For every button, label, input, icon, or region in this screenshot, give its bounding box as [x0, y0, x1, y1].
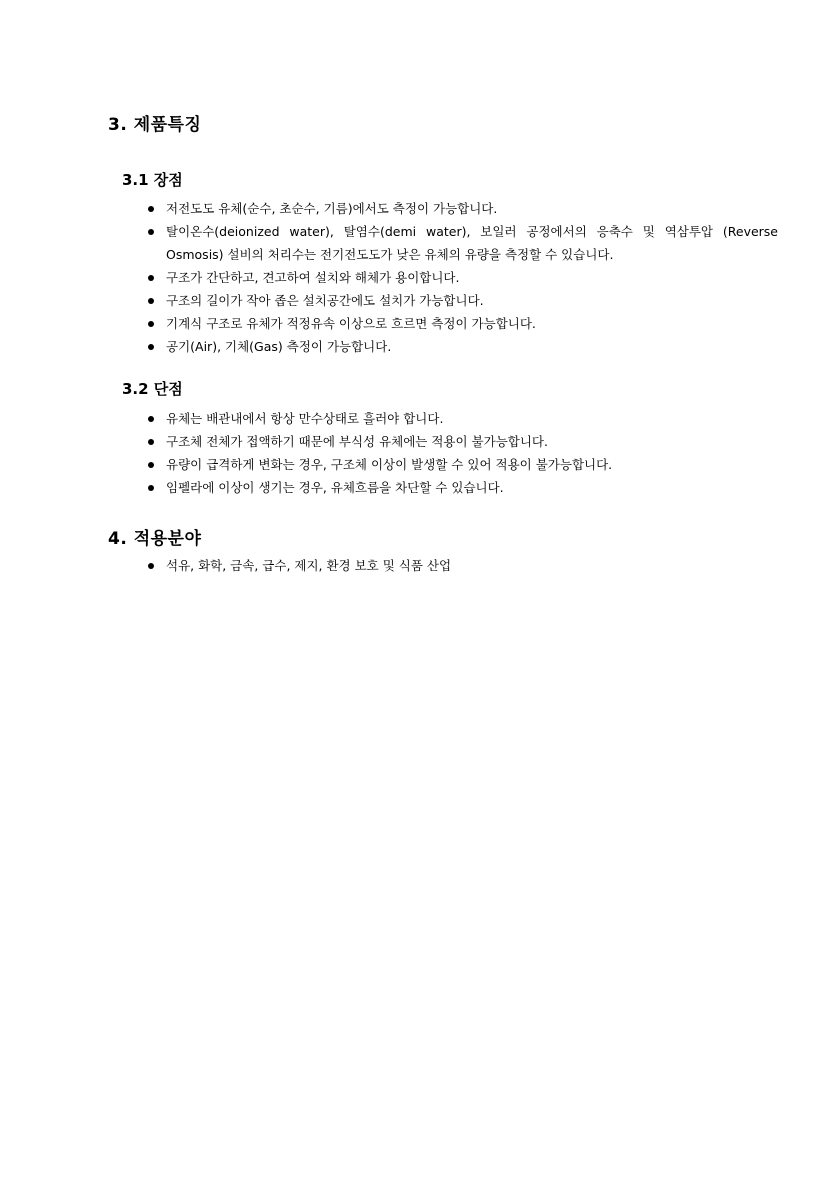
- list-item: 탈이온수(deionized water), 탈염수(demi water), 보일러 공정에서의 응축수 및 역삼투압 (Reverse Osmosis) 설비의 처리수는 전기전도도가 낮은 유체의 유량을 측정할 수 있습니다.: [0, 220, 778, 266]
- section-heading-applications: 4. 적용분야: [108, 529, 202, 549]
- list-item: 유체는 배관내에서 항상 만수상태로 흘러야 합니다.: [0, 407, 778, 430]
- bullet-icon: [148, 563, 154, 569]
- applications-list: [0, 554, 778, 577]
- bullet-icon: [148, 229, 154, 235]
- subsection-heading-disadvantages: 3.2 단점: [122, 380, 183, 398]
- list-item: 임펠라에 이상이 생기는 경우, 유체흐름을 차단할 수 있습니다.: [0, 476, 778, 499]
- subsection-heading-advantages: 3.1 장점: [122, 171, 183, 189]
- list-item: 석유, 화학, 금속, 급수, 제지, 환경 보호 및 식품 산업: [0, 554, 778, 577]
- bullet-icon: [148, 275, 154, 281]
- advantages-list: [0, 197, 778, 358]
- list-item: 공기(Air), 기체(Gas) 측정이 가능합니다.: [0, 335, 778, 358]
- disadvantages-list: [0, 407, 778, 499]
- bullet-icon: [148, 485, 154, 491]
- bullet-icon: [148, 298, 154, 304]
- list-item: 유량이 급격하게 변화는 경우, 구조체 이상이 발생할 수 있어 적용이 불가능합니다.: [0, 453, 778, 476]
- list-item: 저전도도 유체(순수, 초순수, 기름)에서도 측정이 가능합니다.: [0, 197, 778, 220]
- bullet-icon: [148, 439, 154, 445]
- list-item: 구조체 전체가 접액하기 때문에 부식성 유체에는 적용이 불가능합니다.: [0, 430, 778, 453]
- bullet-icon: [148, 321, 154, 327]
- list-item: 기계식 구조로 유체가 적정유속 이상으로 흐르면 측정이 가능합니다.: [0, 312, 778, 335]
- bullet-icon: [148, 206, 154, 212]
- bullet-icon: [148, 344, 154, 350]
- section-heading-features: 3. 제품특징: [108, 115, 202, 135]
- list-item: 구조가 간단하고, 견고하여 설치와 해체가 용이합니다.: [0, 266, 778, 289]
- list-item: 구조의 길이가 작아 좁은 설치공간에도 설치가 가능합니다.: [0, 289, 778, 312]
- bullet-icon: [148, 416, 154, 422]
- bullet-icon: [148, 462, 154, 468]
